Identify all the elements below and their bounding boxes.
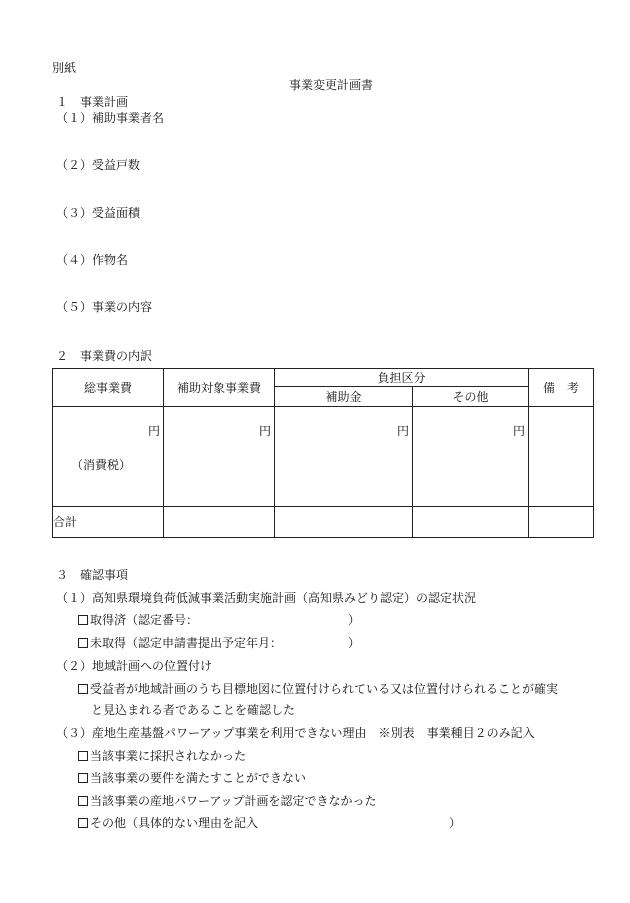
item-crop-name: （４）作物名 (56, 253, 129, 267)
option-label: 受益者が地域計画のうち目標地図に位置付けられている又は位置付けられることが確実 (90, 682, 559, 696)
q1-option-acquired-close: ） (348, 613, 361, 627)
q1-option-not-acquired[interactable] (78, 636, 282, 650)
cell-remarks[interactable] (529, 407, 594, 507)
item-project-content: （５）事業の内容 (56, 300, 153, 314)
cell-other[interactable] (413, 407, 529, 507)
q3-option-not-adopted[interactable] (78, 749, 246, 763)
sum-remarks[interactable] (529, 507, 594, 538)
option-label: 取得済（認定番号： (90, 613, 199, 627)
yen-unit: 円 (258, 424, 271, 438)
section3-heading: ３ 確認事項 (56, 568, 129, 582)
header-other: その他 (413, 387, 529, 407)
option-label: 未取得（認定申請書提出予定年月： (90, 636, 283, 650)
cell-subsidy[interactable] (275, 407, 413, 507)
tax-note: （消費税） (71, 458, 132, 472)
yen-unit: 円 (513, 424, 526, 438)
checkbox[interactable] (78, 796, 88, 806)
q3-option-requirements-unmet[interactable] (78, 771, 306, 785)
document-title: 事業変更計画書 (289, 78, 374, 92)
option-label: 当該事業の要件を満たすことができない (90, 771, 307, 785)
checkbox[interactable] (78, 751, 88, 761)
section2-heading: ２ 事業費の内訳 (56, 349, 153, 363)
cell-total-cost[interactable] (53, 407, 164, 507)
checkbox[interactable] (78, 818, 88, 828)
q2-title: （２）地域計画への位置付け (56, 659, 213, 673)
item-beneficiary-area: （３）受益面積 (56, 206, 141, 220)
cell-subsidized-cost[interactable] (164, 407, 275, 507)
q3-option-plan-not-approved[interactable] (78, 794, 377, 808)
sum-subsidy[interactable] (275, 507, 413, 538)
checkbox[interactable] (78, 773, 88, 783)
checkbox[interactable] (78, 684, 88, 694)
sum-other[interactable] (413, 507, 529, 538)
option-label: 当該事業に採択されなかった (90, 749, 247, 763)
checkbox[interactable] (78, 615, 88, 625)
annex-label: 別紙 (52, 61, 77, 75)
q1-option-not-acquired-close: ） (348, 636, 361, 650)
q2-option-confirmed[interactable] (78, 682, 558, 696)
q3-option-other-close: ） (449, 816, 462, 830)
sum-subsidized-cost[interactable] (164, 507, 275, 538)
q1-option-acquired[interactable] (78, 613, 198, 627)
option-label: 当該事業の産地パワーアップ計画を認定できなかった (90, 794, 377, 808)
item-applicant-name: （１）補助事業者名 (56, 111, 165, 125)
q3-title: （３）産地生産基盤パワーアップ事業を利用できない理由 ※別表 事業種目２のみ記入 (56, 726, 535, 740)
yen-unit: 円 (147, 424, 160, 438)
sum-label: 合計 (53, 507, 164, 538)
header-subsidy: 補助金 (275, 387, 413, 407)
header-burden-category: 負担区分 (275, 369, 529, 387)
option-label: その他（具体的ない理由を記入 (90, 816, 259, 830)
section1-heading: １ 事業計画 (56, 95, 129, 109)
q3-option-other[interactable] (78, 816, 258, 830)
header-remarks: 備 考 (529, 369, 594, 407)
yen-unit: 円 (396, 424, 409, 438)
cost-breakdown-table (52, 368, 594, 538)
checkbox[interactable] (78, 638, 88, 648)
header-subsidized-cost: 補助対象事業費 (164, 369, 275, 407)
item-beneficiary-households: （２）受益戸数 (56, 158, 141, 172)
q2-option-confirmed-line2: と見込まれる者であることを確認した (91, 703, 296, 717)
header-total-cost: 総事業費 (53, 369, 164, 407)
q1-title: （１）高知県環境負荷低減事業活動実施計画（高知県みどり認定）の認定状況 (56, 591, 477, 605)
